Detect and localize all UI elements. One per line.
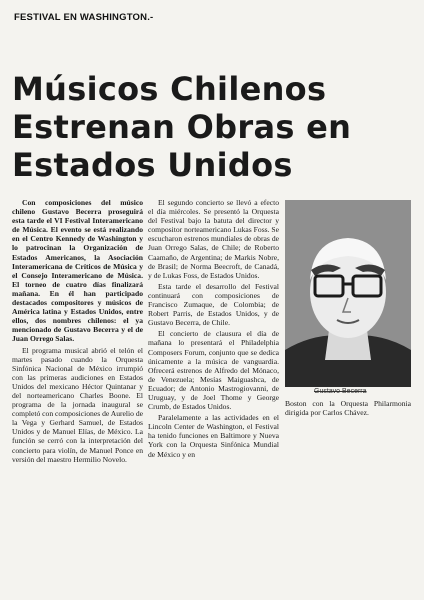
column-2-paragraph: Esta tarde el desarrollo del Festival continuará con composiciones de Francisco Zumaque, de Colombia; de Robert Parris, de Estados Unidos, y de Gustavo Becerra, de Chile.: [148, 281, 279, 328]
headline-line-1: Músicos Chilenos: [12, 70, 327, 108]
headline: [12, 70, 416, 184]
article-column-2: [148, 198, 279, 461]
column-1-paragraph: El programa musical abrió el telón el martes pasado cuando la Orquesta Sinfónica Nacional de México irrumpió con las primeras audiciones en Estados Unidos del mexicano Héctor Quintanar y del norteamericano Charles Boone. El programa de la jornada inaugural se completó con composiciones de Aurelio de la Vega y Gerhard Samuel, de Estados Unidos y de Manuel Elías, de México. La función se cerró con la interpretación del concierto para violín, de Manuel Ponce en versión del maestro Hermilio Novelo.: [12, 345, 143, 464]
column-2-paragraph: El concierto de clausura el día de mañana lo presentará el Philadelphia Composers Forum, conjunto que se dedica únicamente a la música de vanguardia. Ofrecerá estrenos de Alfredo del Mónaco, de Venezuela; Mesías Maiguashca, de Ecuador; de Antonio Mastrogiovanni, de Uruguay, y de Joel Thome y George Crumb, de Estados Unidos.: [148, 329, 279, 412]
headline-line-2: Estrenan Obras en: [12, 108, 352, 146]
portrait-illustration: [285, 200, 411, 387]
article-column-3: Boston con la Orquesta Philarmonia dirigida por Carlos Chávez.: [285, 399, 411, 418]
column-2-paragraph: Paralelamente a las actividades en el Lincoln Center de Washington, el Festival ha tenido funciones en Baltimore y Nueva York con la Orquesta Sinfónica Mundial de México y en: [148, 413, 279, 459]
date-strip: [12, 2, 412, 11]
column-1-paragraph: Con composiciones del músico chileno Gustavo Becerra proseguirá esta tarde el VI Festival Interamericano de Música. El evento se está realizando en el Centro Kennedy de Washington y lo patrocinan la Organización de Estados Americanos, la Asociación Interamericana de Críticos de Música y el Consejo Interamericano de Música. El torneo de cuatro días finalizará mañana. En él han participado destacados compositores y músicos de América latina y Estados Unidos, entre ellos, dos nombres chilenos: el ya mencionado de Gustavo Becerra y el de Juan Orrego Salas.: [12, 198, 143, 344]
column-2-paragraph: El segundo concierto se llevó a efecto el día miércoles. Se presentó la Orquesta del Festival bajo la batuta del director y compositor norteamericano Lukas Foss. Se escucharon estrenos mundiales de obras de Juan Orrego Salas, de Chile; de Roberto Caamaño, de Argentina; de Markis Nobre, de Brasil; de Norma Beecroft, de Canadá, y de Lukas Foss, de Estados Unidos.: [148, 198, 279, 280]
portrait-photo: [285, 200, 411, 387]
photo-caption-name: Gustavo Becerra: [314, 388, 367, 395]
headline-line-3: Estados Unidos: [12, 146, 293, 184]
section-label: FESTIVAL EN WASHINGTON.-: [14, 12, 154, 23]
article-column-1: [12, 198, 143, 466]
